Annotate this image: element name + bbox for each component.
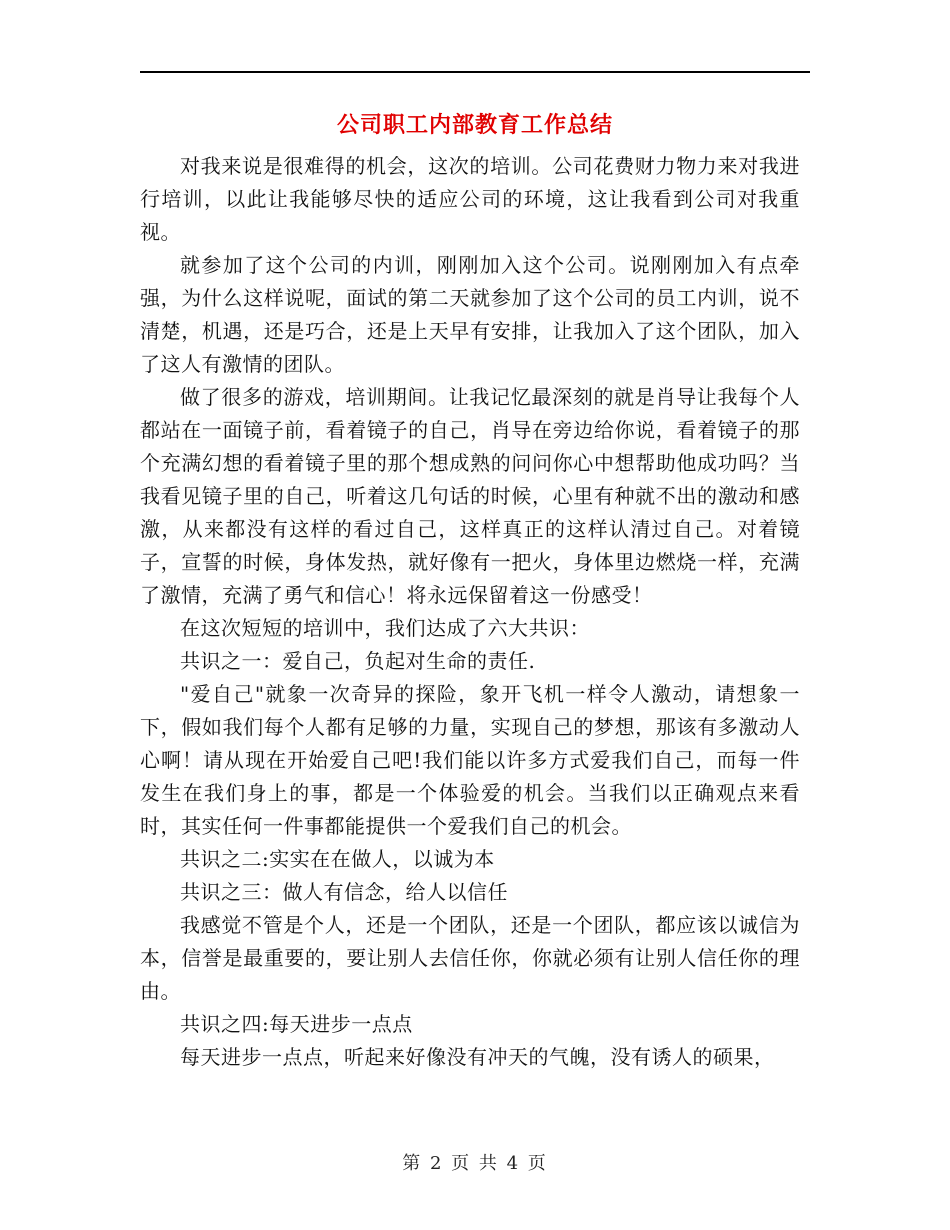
paragraph: 共识之四:每天进步一点点 xyxy=(180,1012,413,1036)
paragraph: 做了很多的游戏，培训期间。让我记忆最深刻的就是肖导让我每个人都站在一面镜子前，看着镜子的自己，肖导在旁边给你说，看着镜子的那个充满幻想的看着镜子里的那个想成熟的问问你心中想帮助他成功吗？当我看见镜子里的自己，听着这几句话的时候，心里有种就不出的激动和感激，从来都没有这样的看过自己，这样真正的这样认清过自己。对着镜子，宣誓的时候，身体发热，就好像有一把火，身体里边燃烧一样，充满了激情，充满了勇气和信心！将永远保留着这一份感受！ xyxy=(140,385,800,607)
header-rule xyxy=(140,71,810,73)
paragraph: "爱自己"就象一次奇异的探险，象开飞机一样令人激动，请想象一下，假如我们每个人都有足够的力量，实现自己的梦想，那该有多激动人心啊！请从现在开始爱自己吧!我们能以许多方式爱我们自己，而每一件发生在我们身上的事，都是一个体验爱的机会。当我们以正确观点来看时，其实任何一件事都能提供一个爱我们自己的机会。 xyxy=(140,682,800,838)
page-number-footer: 第 2 页 共 4 页 xyxy=(402,1153,548,1174)
paragraph: 共识之一：爱自己，负起对生命的责任. xyxy=(180,649,536,673)
paragraph: 共识之三：做人有信念，给人以信任 xyxy=(180,880,508,904)
paragraph: 在这次短短的培训中，我们达成了六大共识： xyxy=(180,616,590,640)
paragraph: 就参加了这个公司的内训，刚刚加入这个公司。说刚刚加入有点牵强，为什么这样说呢，面试的第二天就参加了这个公司的员工内训，说不清楚，机遇，还是巧合，还是上天早有安排，让我加入了这个团队，加入了这人有激情的团队。 xyxy=(140,253,800,376)
document-title: 公司职工内部教育工作总结 xyxy=(336,112,613,138)
document-body xyxy=(140,150,800,1074)
paragraph: 我感觉不管是个人，还是一个团队，还是一个团队，都应该以诚信为本，信誉是最重要的，要让别人去信任你，你就必须有让别人信任你的理由。 xyxy=(140,913,800,1003)
paragraph: 对我来说是很难得的机会，这次的培训。公司花费财力物力来对我进行培训，以此让我能够尽快的适应公司的环境，这让我看到公司对我重视。 xyxy=(140,154,800,244)
paragraph: 每天进步一点点，听起来好像没有冲天的气魄，没有诱人的硕果， xyxy=(180,1045,775,1069)
paragraph: 共识之二:实实在在做人，以诚为本 xyxy=(180,847,495,871)
